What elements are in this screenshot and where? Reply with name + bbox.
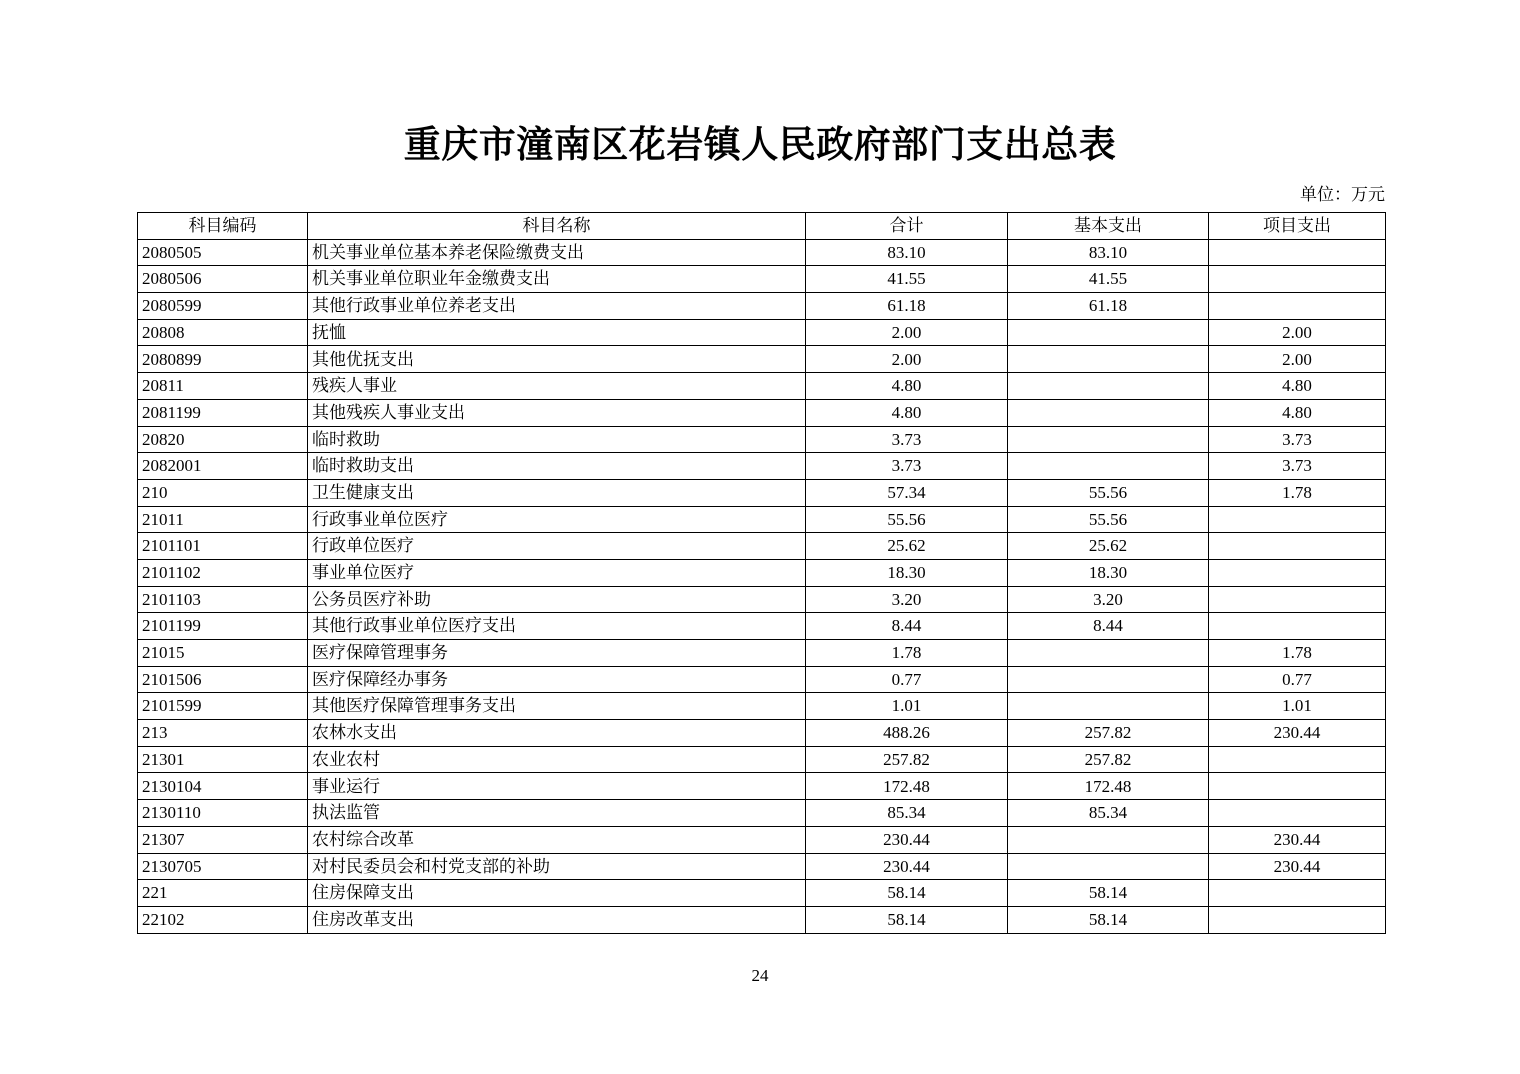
cell-total: 4.80 — [806, 373, 1008, 400]
cell-total: 1.01 — [806, 693, 1008, 720]
cell-project-expenditure: 0.77 — [1209, 666, 1386, 693]
cell-basic-expenditure: 3.20 — [1008, 586, 1209, 613]
cell-project-expenditure — [1209, 239, 1386, 266]
cell-basic-expenditure — [1008, 453, 1209, 480]
cell-basic-expenditure — [1008, 853, 1209, 880]
cell-subject-name: 机关事业单位职业年金缴费支出 — [308, 266, 806, 293]
cell-subject-code: 2080506 — [138, 266, 308, 293]
cell-subject-name: 抚恤 — [308, 319, 806, 346]
cell-project-expenditure: 3.73 — [1209, 453, 1386, 480]
cell-basic-expenditure — [1008, 666, 1209, 693]
cell-subject-code: 2130705 — [138, 853, 308, 880]
cell-basic-expenditure: 85.34 — [1008, 800, 1209, 827]
table-row — [138, 319, 1386, 346]
cell-total: 41.55 — [806, 266, 1008, 293]
table-row — [138, 826, 1386, 853]
cell-project-expenditure — [1209, 533, 1386, 560]
cell-subject-name: 临时救助 — [308, 426, 806, 453]
cell-basic-expenditure — [1008, 640, 1209, 667]
table-row — [138, 346, 1386, 373]
cell-subject-code: 2101506 — [138, 666, 308, 693]
cell-total: 25.62 — [806, 533, 1008, 560]
cell-total: 58.14 — [806, 906, 1008, 933]
cell-total: 2.00 — [806, 346, 1008, 373]
table-row — [138, 720, 1386, 747]
table-row — [138, 613, 1386, 640]
cell-subject-name: 医疗保障管理事务 — [308, 640, 806, 667]
expenditure-summary-table — [137, 212, 1386, 934]
page-title: 重庆市潼南区花岩镇人民政府部门支出总表 — [403, 125, 1117, 166]
cell-basic-expenditure: 61.18 — [1008, 293, 1209, 320]
cell-basic-expenditure — [1008, 319, 1209, 346]
cell-basic-expenditure — [1008, 346, 1209, 373]
cell-subject-code: 21015 — [138, 640, 308, 667]
cell-project-expenditure: 2.00 — [1209, 319, 1386, 346]
cell-subject-name: 农业农村 — [308, 746, 806, 773]
cell-project-expenditure — [1209, 266, 1386, 293]
table-row — [138, 666, 1386, 693]
cell-subject-code: 2101599 — [138, 693, 308, 720]
table-row — [138, 640, 1386, 667]
cell-subject-code: 2101102 — [138, 559, 308, 586]
cell-subject-code: 2101103 — [138, 586, 308, 613]
cell-subject-code: 21011 — [138, 506, 308, 533]
cell-subject-code: 20811 — [138, 373, 308, 400]
cell-basic-expenditure: 58.14 — [1008, 880, 1209, 907]
cell-subject-name: 事业单位医疗 — [308, 559, 806, 586]
cell-total: 257.82 — [806, 746, 1008, 773]
cell-total: 230.44 — [806, 826, 1008, 853]
cell-total: 4.80 — [806, 399, 1008, 426]
cell-subject-name: 卫生健康支出 — [308, 479, 806, 506]
cell-subject-name: 行政事业单位医疗 — [308, 506, 806, 533]
cell-subject-code: 221 — [138, 880, 308, 907]
cell-basic-expenditure: 58.14 — [1008, 906, 1209, 933]
cell-total: 18.30 — [806, 559, 1008, 586]
cell-project-expenditure — [1209, 746, 1386, 773]
cell-subject-name: 行政单位医疗 — [308, 533, 806, 560]
column-header-basic: 基本支出 — [1008, 213, 1209, 240]
cell-subject-code: 2101101 — [138, 533, 308, 560]
cell-total: 55.56 — [806, 506, 1008, 533]
cell-subject-name: 机关事业单位基本养老保险缴费支出 — [308, 239, 806, 266]
budget-table-container — [137, 212, 1385, 934]
cell-subject-name: 其他医疗保障管理事务支出 — [308, 693, 806, 720]
table-row — [138, 453, 1386, 480]
cell-subject-name: 公务员医疗补助 — [308, 586, 806, 613]
column-header-project: 项目支出 — [1209, 213, 1386, 240]
cell-subject-name: 事业运行 — [308, 773, 806, 800]
cell-basic-expenditure: 257.82 — [1008, 720, 1209, 747]
cell-project-expenditure — [1209, 559, 1386, 586]
cell-subject-code: 2081199 — [138, 399, 308, 426]
cell-total: 61.18 — [806, 293, 1008, 320]
cell-subject-name: 执法监管 — [308, 800, 806, 827]
cell-project-expenditure: 230.44 — [1209, 720, 1386, 747]
cell-subject-code: 2080599 — [138, 293, 308, 320]
cell-subject-name: 残疾人事业 — [308, 373, 806, 400]
table-row — [138, 853, 1386, 880]
table-row — [138, 746, 1386, 773]
cell-subject-name: 其他残疾人事业支出 — [308, 399, 806, 426]
table-row — [138, 559, 1386, 586]
cell-basic-expenditure: 257.82 — [1008, 746, 1209, 773]
table-row — [138, 239, 1386, 266]
cell-total: 172.48 — [806, 773, 1008, 800]
cell-basic-expenditure: 41.55 — [1008, 266, 1209, 293]
cell-subject-name: 临时救助支出 — [308, 453, 806, 480]
cell-subject-code: 20808 — [138, 319, 308, 346]
page-number: 24 — [751, 966, 769, 985]
cell-project-expenditure: 230.44 — [1209, 826, 1386, 853]
table-row — [138, 693, 1386, 720]
cell-subject-name: 住房保障支出 — [308, 880, 806, 907]
cell-total: 8.44 — [806, 613, 1008, 640]
table-row — [138, 506, 1386, 533]
cell-basic-expenditure: 25.62 — [1008, 533, 1209, 560]
cell-subject-code: 20820 — [138, 426, 308, 453]
cell-total: 3.73 — [806, 426, 1008, 453]
cell-total: 57.34 — [806, 479, 1008, 506]
cell-total: 0.77 — [806, 666, 1008, 693]
cell-subject-name: 住房改革支出 — [308, 906, 806, 933]
cell-basic-expenditure — [1008, 826, 1209, 853]
cell-subject-code: 2080505 — [138, 239, 308, 266]
cell-subject-code: 2101199 — [138, 613, 308, 640]
cell-total: 488.26 — [806, 720, 1008, 747]
cell-subject-code: 22102 — [138, 906, 308, 933]
cell-total: 85.34 — [806, 800, 1008, 827]
table-row — [138, 399, 1386, 426]
cell-project-expenditure: 1.78 — [1209, 640, 1386, 667]
cell-subject-code: 2080899 — [138, 346, 308, 373]
cell-subject-name: 农村综合改革 — [308, 826, 806, 853]
cell-basic-expenditure — [1008, 693, 1209, 720]
cell-project-expenditure: 1.01 — [1209, 693, 1386, 720]
table-row — [138, 533, 1386, 560]
cell-subject-code: 213 — [138, 720, 308, 747]
cell-total: 3.73 — [806, 453, 1008, 480]
cell-project-expenditure: 3.73 — [1209, 426, 1386, 453]
cell-subject-name: 农林水支出 — [308, 720, 806, 747]
unit-note: 单位：万元 — [1300, 185, 1385, 204]
cell-basic-expenditure: 8.44 — [1008, 613, 1209, 640]
cell-basic-expenditure: 55.56 — [1008, 479, 1209, 506]
table-row — [138, 586, 1386, 613]
cell-project-expenditure: 4.80 — [1209, 373, 1386, 400]
table-row — [138, 800, 1386, 827]
cell-project-expenditure: 1.78 — [1209, 479, 1386, 506]
cell-total: 3.20 — [806, 586, 1008, 613]
table-header — [138, 213, 1386, 240]
cell-subject-name: 其他行政事业单位养老支出 — [308, 293, 806, 320]
table-row — [138, 266, 1386, 293]
table-row — [138, 373, 1386, 400]
cell-project-expenditure — [1209, 613, 1386, 640]
cell-project-expenditure — [1209, 293, 1386, 320]
cell-total: 2.00 — [806, 319, 1008, 346]
cell-total: 58.14 — [806, 880, 1008, 907]
cell-project-expenditure: 4.80 — [1209, 399, 1386, 426]
table-row — [138, 906, 1386, 933]
cell-basic-expenditure: 83.10 — [1008, 239, 1209, 266]
cell-project-expenditure — [1209, 800, 1386, 827]
cell-subject-name: 其他行政事业单位医疗支出 — [308, 613, 806, 640]
cell-subject-code: 21301 — [138, 746, 308, 773]
cell-project-expenditure: 2.00 — [1209, 346, 1386, 373]
cell-basic-expenditure: 55.56 — [1008, 506, 1209, 533]
table-row — [138, 479, 1386, 506]
column-header-name: 科目名称 — [308, 213, 806, 240]
cell-subject-code: 210 — [138, 479, 308, 506]
cell-project-expenditure — [1209, 880, 1386, 907]
cell-project-expenditure — [1209, 586, 1386, 613]
table-row — [138, 880, 1386, 907]
cell-subject-code: 2130104 — [138, 773, 308, 800]
column-header-code: 科目编码 — [138, 213, 308, 240]
cell-subject-name: 其他优抚支出 — [308, 346, 806, 373]
cell-total: 83.10 — [806, 239, 1008, 266]
column-header-total: 合计 — [806, 213, 1008, 240]
cell-subject-code: 2082001 — [138, 453, 308, 480]
cell-project-expenditure — [1209, 773, 1386, 800]
cell-subject-name: 医疗保障经办事务 — [308, 666, 806, 693]
cell-project-expenditure — [1209, 906, 1386, 933]
table-body — [138, 239, 1386, 933]
cell-subject-name: 对村民委员会和村党支部的补助 — [308, 853, 806, 880]
table-row — [138, 426, 1386, 453]
cell-total: 1.78 — [806, 640, 1008, 667]
cell-project-expenditure — [1209, 506, 1386, 533]
cell-total: 230.44 — [806, 853, 1008, 880]
cell-basic-expenditure — [1008, 373, 1209, 400]
cell-subject-code: 2130110 — [138, 800, 308, 827]
table-row — [138, 773, 1386, 800]
cell-basic-expenditure: 172.48 — [1008, 773, 1209, 800]
cell-subject-code: 21307 — [138, 826, 308, 853]
cell-basic-expenditure: 18.30 — [1008, 559, 1209, 586]
cell-basic-expenditure — [1008, 426, 1209, 453]
cell-basic-expenditure — [1008, 399, 1209, 426]
table-row — [138, 293, 1386, 320]
table-header-row — [138, 213, 1386, 240]
cell-project-expenditure: 230.44 — [1209, 853, 1386, 880]
